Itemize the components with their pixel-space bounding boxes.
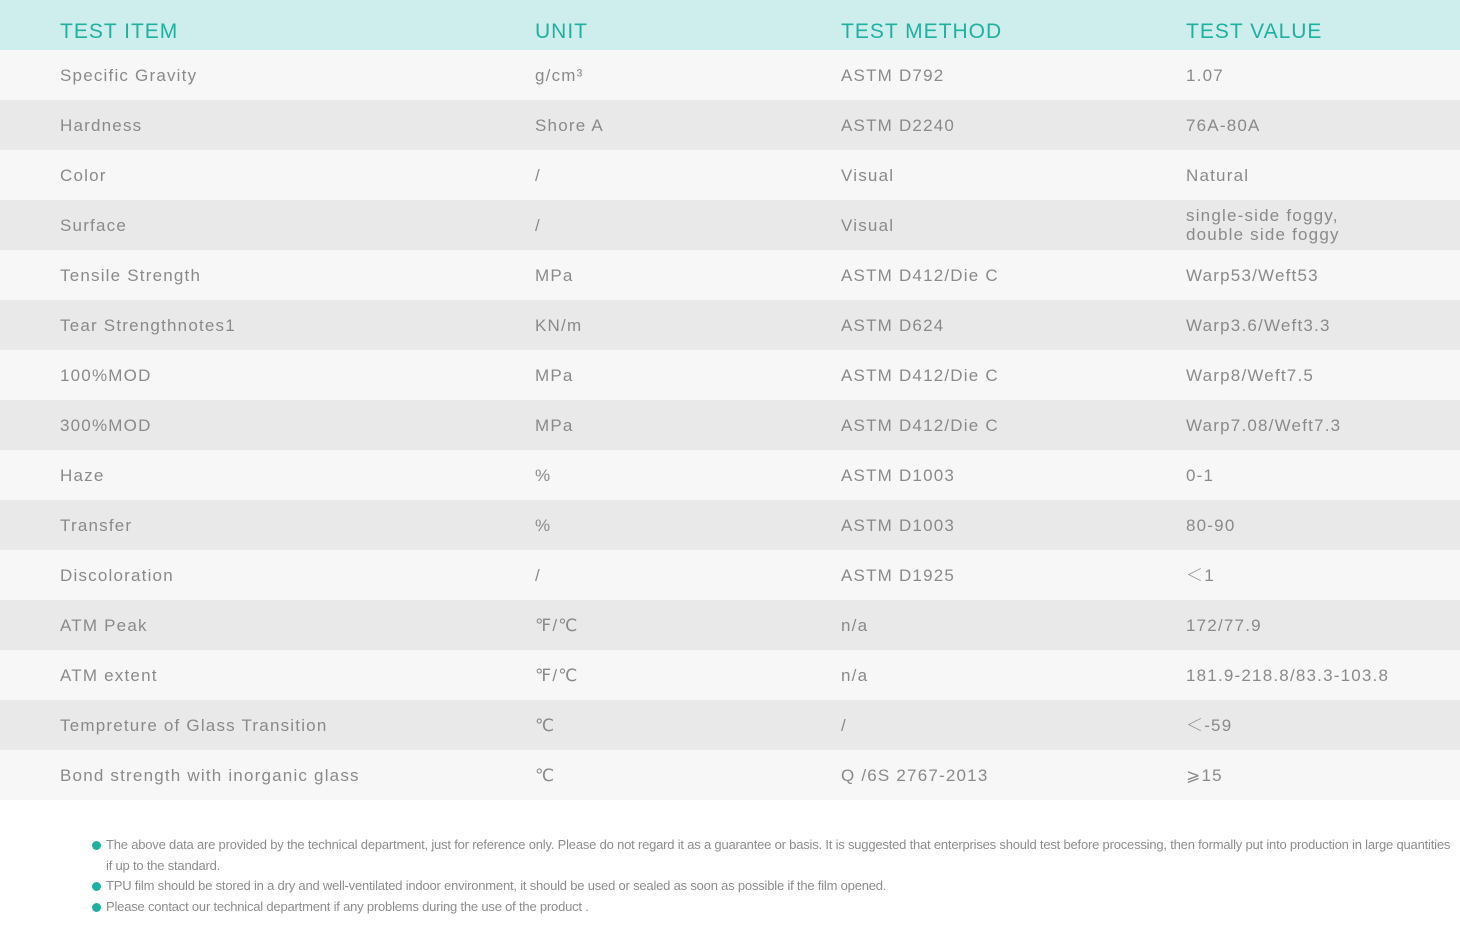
cell-method: ASTM D1003 — [841, 465, 956, 485]
cell-item: Transfer — [60, 515, 133, 535]
cell-unit: KN/m — [535, 315, 583, 335]
cell-method: n/a — [841, 665, 869, 685]
cell-item: Bond strength with inorganic glass — [60, 765, 360, 785]
cell-value: ＜-59 — [1186, 715, 1233, 735]
cell-item: Haze — [60, 465, 105, 485]
cell-value: Warp7.08/Weft7.3 — [1186, 415, 1342, 435]
cell-item: Color — [60, 165, 107, 185]
cell-unit: ℉/℃ — [535, 665, 579, 685]
cell-value: Natural — [1186, 165, 1250, 185]
cell-unit: / — [535, 165, 541, 185]
cell-item: Discoloration — [60, 565, 174, 585]
table-row — [0, 550, 1460, 600]
header-test-value: TEST VALUE — [1186, 20, 1323, 43]
cell-method: ASTM D792 — [841, 65, 945, 85]
header-test-method: TEST METHOD — [841, 20, 1003, 43]
cell-item: 100%MOD — [60, 365, 152, 385]
table-row — [0, 750, 1460, 800]
table-row — [0, 50, 1460, 100]
cell-unit: ℃ — [535, 715, 556, 735]
note-text: Please contact our technical department if any problems during the use of the product . — [106, 898, 589, 914]
table-row — [0, 150, 1460, 200]
cell-method: ASTM D624 — [841, 315, 945, 335]
cell-method: ASTM D412/Die C — [841, 415, 999, 435]
table-row — [0, 200, 1460, 250]
note-item — [92, 876, 1452, 897]
cell-unit: / — [535, 565, 541, 585]
cell-value: Warp53/Weft53 — [1186, 265, 1319, 285]
cell-item: Hardness — [60, 115, 143, 135]
cell-value: 181.9-218.8/83.3-103.8 — [1186, 665, 1390, 685]
table-row — [0, 500, 1460, 550]
cell-method: Visual — [841, 215, 895, 235]
cell-unit: / — [535, 215, 541, 235]
cell-method: ASTM D412/Die C — [841, 265, 999, 285]
cell-value: ＜1 — [1186, 565, 1215, 585]
cell-value: Warp8/Weft7.5 — [1186, 365, 1315, 385]
cell-value: 0-1 — [1186, 465, 1215, 485]
table-row — [0, 300, 1460, 350]
cell-method: Q /6S 2767-2013 — [841, 765, 989, 785]
note-item — [92, 835, 1452, 876]
note-item — [92, 897, 1452, 918]
table-row — [0, 350, 1460, 400]
cell-item: Tempreture of Glass Transition — [60, 715, 328, 735]
cell-value: 80-90 — [1186, 515, 1236, 535]
cell-item: Surface — [60, 215, 127, 235]
cell-unit: g/cm³ — [535, 65, 584, 85]
note-text: TPU film should be stored in a dry and well-ventilated indoor environment, it should be used or sealed as soon as possible if the film opened. — [106, 878, 887, 893]
cell-method: Visual — [841, 165, 895, 185]
cell-value: 76A-80A — [1186, 115, 1261, 135]
cell-item: Tear Strengthnotes1 — [60, 315, 236, 335]
cell-unit: MPa — [535, 415, 574, 435]
cell-unit: % — [535, 465, 552, 485]
header-test-item: TEST ITEM — [60, 20, 179, 43]
cell-value: single-side foggy, double side foggy — [1186, 206, 1340, 244]
cell-method: / — [841, 715, 847, 735]
cell-value: 172/77.9 — [1186, 615, 1262, 635]
cell-method: ASTM D412/Die C — [841, 365, 999, 385]
bullet-dot-icon — [92, 882, 101, 891]
bullet-dot-icon — [92, 841, 101, 850]
header-unit: UNIT — [535, 20, 588, 43]
table-row — [0, 600, 1460, 650]
cell-method: ASTM D1003 — [841, 515, 956, 535]
cell-method: ASTM D2240 — [841, 115, 956, 135]
cell-unit: MPa — [535, 265, 574, 285]
cell-unit: MPa — [535, 365, 574, 385]
table-row — [0, 250, 1460, 300]
cell-item: ATM Peak — [60, 615, 148, 635]
cell-unit: Shore A — [535, 115, 604, 135]
cell-method: ASTM D1925 — [841, 565, 956, 585]
table-row — [0, 400, 1460, 450]
table-row — [0, 700, 1460, 750]
cell-unit: ℃ — [535, 765, 556, 785]
cell-unit: % — [535, 515, 552, 535]
table-header — [0, 0, 1460, 50]
notes-list — [92, 835, 1452, 917]
bullet-dot-icon — [92, 903, 101, 912]
cell-item: Specific Gravity — [60, 65, 198, 85]
cell-value: 1.07 — [1186, 65, 1224, 85]
cell-method: n/a — [841, 615, 869, 635]
cell-unit: ℉/℃ — [535, 615, 579, 635]
table-row — [0, 450, 1460, 500]
cell-value: Warp3.6/Weft3.3 — [1186, 315, 1331, 335]
cell-item: Tensile Strength — [60, 265, 202, 285]
table-row — [0, 100, 1460, 150]
cell-item: ATM extent — [60, 665, 158, 685]
cell-item: 300%MOD — [60, 415, 152, 435]
note-text: The above data are provided by the technical department, just for reference only. Please do not regard it as a guarantee or basis. It is suggested that enterprises should test before processing, then formally put into production in large quantities if up to the standard. — [106, 837, 1451, 873]
table-row — [0, 650, 1460, 700]
cell-value: ⩾15 — [1186, 765, 1223, 785]
